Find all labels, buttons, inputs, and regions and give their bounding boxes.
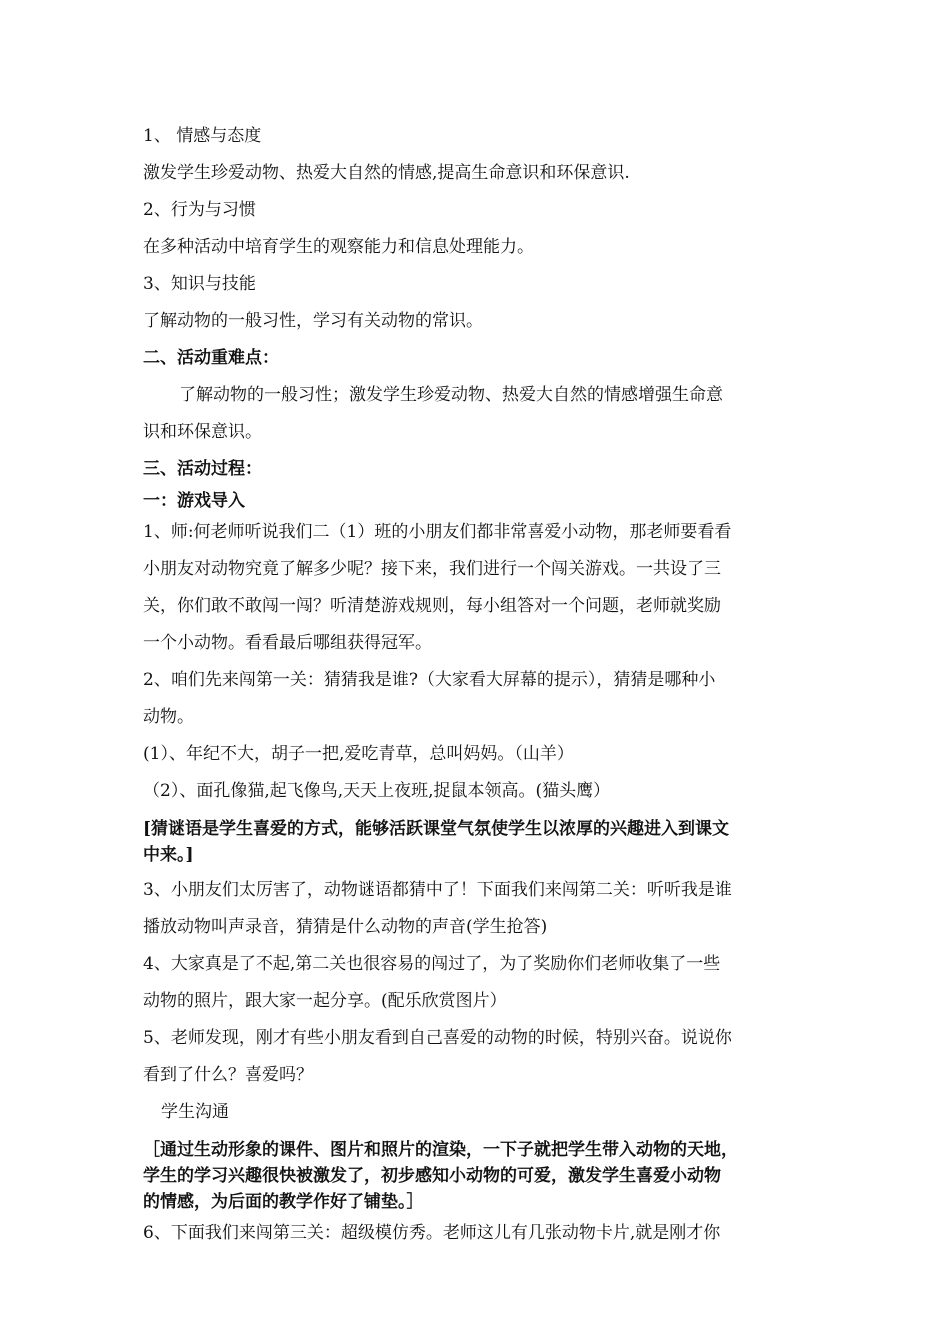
paragraph-text: 动物。	[143, 707, 194, 727]
riddle-item: （2）、面孔像猫,起飞像鸟,天天上夜班,捉鼠本领高。(猫头鹰）	[143, 781, 611, 801]
teaching-note: 中来。]	[143, 845, 194, 865]
paragraph-text: 关，你们敢不敢闯一闯？听清楚游戏规则，每小组答对一个问题，老师就奖励	[143, 596, 721, 616]
paragraph-text: 小朋友对动物究竟了解多少呢？接下来，我们进行一个闯关游戏。一共设了三	[143, 559, 721, 579]
paragraph-text: 识和环保意识。	[143, 422, 262, 442]
heading-1: 1、 情感与态度	[143, 126, 262, 146]
paragraph-text: 了解动物的一般习性，学习有关动物的常识。	[143, 311, 483, 331]
teaching-note: [猜谜语是学生喜爱的方式，能够活跃课堂气氛使学生以浓厚的兴趣进入到课文	[143, 819, 730, 839]
heading-2: 2、行为与习惯	[143, 200, 256, 220]
section-heading-key-points: 二、活动重难点：	[143, 348, 279, 368]
teaching-note: 的情感，为后面的教学作好了铺垫。］	[143, 1192, 424, 1212]
paragraph-text: 激发学生珍爱动物、热爱大自然的情感,提高生命意识和环保意识.	[143, 163, 630, 183]
paragraph-text: 一个小动物。看看最后哪组获得冠军。	[143, 633, 432, 653]
paragraph-text: 1、师:何老师听说我们二（1）班的小朋友们都非常喜爱小动物，那老师要看看	[143, 522, 732, 542]
paragraph-text: 3、小朋友们太厉害了，动物谜语都猜中了！下面我们来闯第二关：听听我是谁	[143, 880, 732, 900]
paragraph-text: 4、大家真是了不起,第二关也很容易的闯过了，为了奖励你们老师收集了一些	[143, 954, 721, 974]
teaching-note: ［通过生动形象的课件、图片和照片的渲染，一下子就把学生带入动物的天地，	[143, 1140, 738, 1160]
student-communication: 学生沟通	[161, 1102, 229, 1122]
heading-3: 3、知识与技能	[143, 274, 256, 294]
paragraph-text: 6、下面我们来闯第三关：超级模仿秀。老师这儿有几张动物卡片,就是刚才你	[143, 1223, 721, 1243]
riddle-item: (1）、年纪不大，胡子一把,爱吃青草，总叫妈妈。（山羊）	[143, 744, 574, 764]
document-body	[143, 118, 808, 1252]
paragraph-text: 5、老师发现，刚才有些小朋友看到自己喜爱的动物的时候，特别兴奋。说说你	[143, 1028, 732, 1048]
paragraph-text: 了解动物的一般习性；激发学生珍爱动物、热爱大自然的情感增强生命意	[179, 385, 723, 405]
section-heading-process: 三、活动过程：	[143, 459, 262, 479]
subsection-heading-game: 一：游戏导入	[143, 491, 245, 511]
teaching-note: 学生的学习兴趣很快被激发了，初步感知小动物的可爱，激发学生喜爱小动物	[143, 1166, 721, 1186]
paragraph-text: 播放动物叫声录音，猜猜是什么动物的声音(学生抢答)	[143, 917, 548, 937]
paragraph-text: 2、咱们先来闯第一关：猜猜我是谁?（大家看大屏幕的提示），猜猜是哪种小	[143, 670, 716, 690]
paragraph-text: 看到了什么？喜爱吗？	[143, 1065, 313, 1085]
paragraph-text: 动物的照片，跟大家一起分享。(配乐欣赏图片）	[143, 991, 507, 1011]
paragraph-text: 在多种活动中培育学生的观察能力和信息处理能力。	[143, 237, 534, 257]
